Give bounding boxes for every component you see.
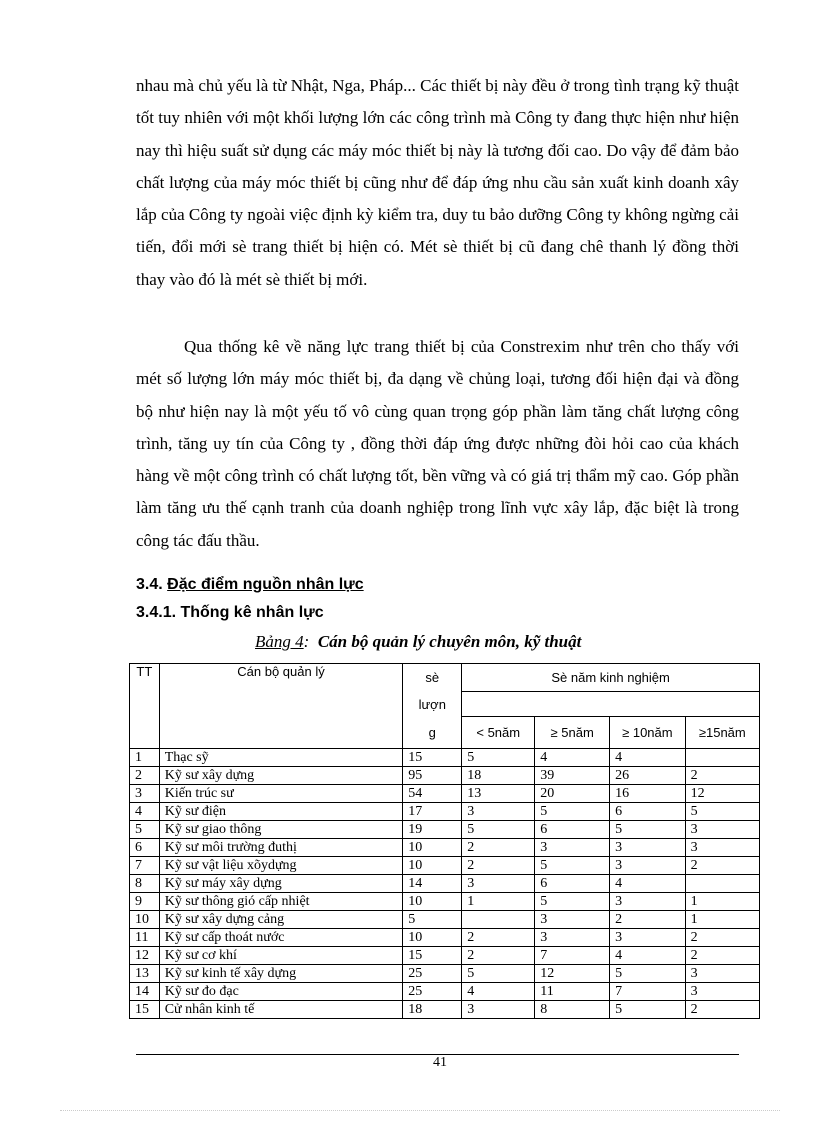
cell-role: Kỹ sư vật liệu xõydựng <box>159 857 403 875</box>
table-row <box>130 1001 760 1019</box>
cell-tt: 15 <box>130 1001 160 1019</box>
cell-ge15: 5 <box>685 803 759 821</box>
cell-ge15: 2 <box>685 929 759 947</box>
cell-role: Kỹ sư xây dựng <box>159 767 403 785</box>
cell-ge10: 3 <box>610 929 686 947</box>
cell-ge5: 6 <box>535 875 610 893</box>
cell-ge15: 3 <box>685 839 759 857</box>
section-number: 3.4. <box>136 576 163 593</box>
cell-qty: 17 <box>403 803 462 821</box>
section-heading <box>136 576 364 594</box>
cell-ge15: 2 <box>685 767 759 785</box>
cell-role: Kỹ sư môi trường đuthị <box>159 839 403 857</box>
cell-lt5: 3 <box>462 1001 535 1019</box>
cell-ge10: 4 <box>610 875 686 893</box>
cell-ge15 <box>685 749 759 767</box>
table-row <box>130 911 760 929</box>
cell-tt: 7 <box>130 857 160 875</box>
cell-ge5: 4 <box>535 749 610 767</box>
table-row <box>130 839 760 857</box>
cell-lt5: 3 <box>462 875 535 893</box>
cell-lt5: 1 <box>462 893 535 911</box>
cell-role: Kỹ sư thông gió cấp nhiệt <box>159 893 403 911</box>
cell-role: Kỹ sư điện <box>159 803 403 821</box>
cell-lt5: 2 <box>462 857 535 875</box>
header-qty-bottom-2: g <box>403 717 462 749</box>
cell-tt: 4 <box>130 803 160 821</box>
page-edge-divider <box>60 1110 780 1111</box>
cell-tt: 12 <box>130 947 160 965</box>
cell-qty: 15 <box>403 749 462 767</box>
cell-ge5: 12 <box>535 965 610 983</box>
cell-tt: 1 <box>130 749 160 767</box>
cell-ge10: 5 <box>610 965 686 983</box>
cell-ge10: 4 <box>610 749 686 767</box>
cell-ge10: 3 <box>610 839 686 857</box>
cell-tt: 13 <box>130 965 160 983</box>
cell-tt: 9 <box>130 893 160 911</box>
cell-qty: 5 <box>403 911 462 929</box>
header-exp-ge10: ≥ 10năm <box>610 717 686 749</box>
table-row <box>130 929 760 947</box>
cell-ge5: 7 <box>535 947 610 965</box>
cell-lt5: 5 <box>462 965 535 983</box>
cell-ge5: 5 <box>535 803 610 821</box>
cell-tt: 11 <box>130 929 160 947</box>
cell-ge15: 3 <box>685 983 759 1001</box>
cell-lt5: 4 <box>462 983 535 1001</box>
staff-table <box>129 663 760 1019</box>
header-tt: TT <box>130 664 160 749</box>
cell-ge5: 3 <box>535 839 610 857</box>
cell-ge10: 3 <box>610 857 686 875</box>
header-exp-ge15: ≥15năm <box>685 717 759 749</box>
cell-tt: 10 <box>130 911 160 929</box>
cell-ge5: 3 <box>535 929 610 947</box>
cell-ge15: 2 <box>685 947 759 965</box>
cell-ge10: 4 <box>610 947 686 965</box>
table-row <box>130 947 760 965</box>
table-body <box>130 749 760 1019</box>
cell-qty: 10 <box>403 929 462 947</box>
cell-ge5: 39 <box>535 767 610 785</box>
cell-qty: 25 <box>403 983 462 1001</box>
table-row <box>130 749 760 767</box>
cell-ge10: 26 <box>610 767 686 785</box>
cell-lt5: 2 <box>462 839 535 857</box>
table-header <box>130 664 760 749</box>
cell-role: Kỹ sư cấp thoát nước <box>159 929 403 947</box>
table-row <box>130 821 760 839</box>
cell-ge15: 2 <box>685 1001 759 1019</box>
table-row <box>130 767 760 785</box>
cell-role: Thạc sỹ <box>159 749 403 767</box>
cell-qty: 19 <box>403 821 462 839</box>
cell-ge15: 3 <box>685 821 759 839</box>
cell-ge15: 1 <box>685 911 759 929</box>
header-exp-ge5: ≥ 5năm <box>535 717 610 749</box>
cell-lt5: 18 <box>462 767 535 785</box>
cell-lt5 <box>462 911 535 929</box>
cell-ge5: 8 <box>535 1001 610 1019</box>
cell-ge15 <box>685 875 759 893</box>
cell-qty: 95 <box>403 767 462 785</box>
header-exp-lt5: < 5năm <box>462 717 535 749</box>
page-number: 41 <box>433 1055 447 1070</box>
body-paragraph-1: nhau mà chủ yếu là từ Nhật, Nga, Pháp... Các thiết bị này đều ở trong tình trạng kỹ thuật tốt tuy nhiên với một khối lượng lớn các công trình mà Công ty đang thực hiện như hiện nay thì hiệu suất sử dụng các máy móc thiết bị này là tương đối cao. Do vậy để đảm bảo chất lượng của máy móc thiết bị cũng như để đáp ứng nhu cầu sản xuất kinh doanh xây lắp của Công ty ngoài việc định kỳ kiểm tra, duy tu bảo dưỡng Công ty không ngừng cải tiến, đổi mới sè trang thiết bị hiện có. Mét sè thiết bị cũ đang chê thanh lý đồng thời thay vào đó là mét sè thiết bị mới. <box>136 76 739 289</box>
table-row <box>130 857 760 875</box>
table-row <box>130 875 760 893</box>
body-paragraph-2: Qua thống kê về năng lực trang thiết bị của Constrexim như trên cho thấy với mét số lượng lớn máy móc thiết bị, đa dạng về chủng loại, tương đối hiện đại và đồng bộ như hiện nay là một yếu tố vô cùng quan trọng góp phần làm tăng chất lượng công trình, tăng uy tín của Công ty , đồng thời đáp ứng được những đòi hỏi cao của khách hàng về một công trình có chất lượng tốt, bền vững và có giá trị thẩm mỹ cao. Góp phần làm tăng ưu thế cạnh tranh của doanh nghiệp trong lĩnh vực xây lắp, đặc biệt là trong công tác đấu thầu. <box>136 337 739 550</box>
header-experience: Sè năm kinh nghiệm <box>462 664 760 692</box>
cell-qty: 15 <box>403 947 462 965</box>
header-qty-top: sè <box>403 664 462 692</box>
cell-role: Kỹ sư kinh tế xây dựng <box>159 965 403 983</box>
cell-tt: 3 <box>130 785 160 803</box>
cell-tt: 8 <box>130 875 160 893</box>
cell-qty: 10 <box>403 839 462 857</box>
cell-role: Kỹ sư đo đạc <box>159 983 403 1001</box>
cell-ge5: 5 <box>535 893 610 911</box>
section-title: Đặc điểm nguồn nhân lực <box>167 576 364 593</box>
table-caption: Bảng 4: Cán bộ quản lý chuyên môn, kỹ thuật <box>255 632 582 651</box>
header-experience-spacer <box>462 692 760 717</box>
cell-ge5: 5 <box>535 857 610 875</box>
table-row <box>130 965 760 983</box>
cell-lt5: 2 <box>462 947 535 965</box>
cell-tt: 6 <box>130 839 160 857</box>
table-row <box>130 983 760 1001</box>
cell-ge5: 11 <box>535 983 610 1001</box>
cell-lt5: 2 <box>462 929 535 947</box>
caption-text: Cán bộ quản lý chuyên môn, kỹ thuật <box>317 632 582 651</box>
cell-qty: 25 <box>403 965 462 983</box>
cell-role: Kỹ sư xây dựng cảng <box>159 911 403 929</box>
table-row <box>130 893 760 911</box>
cell-ge15: 2 <box>685 857 759 875</box>
cell-role: Cử nhân kinh tế <box>159 1001 403 1019</box>
cell-tt: 2 <box>130 767 160 785</box>
cell-tt: 5 <box>130 821 160 839</box>
cell-ge10: 16 <box>610 785 686 803</box>
cell-qty: 14 <box>403 875 462 893</box>
cell-ge15: 1 <box>685 893 759 911</box>
cell-role: Kỹ sư cơ khí <box>159 947 403 965</box>
cell-qty: 10 <box>403 893 462 911</box>
cell-ge15: 3 <box>685 965 759 983</box>
table-row <box>130 785 760 803</box>
cell-ge5: 6 <box>535 821 610 839</box>
cell-role: Kỹ sư máy xây dựng <box>159 875 403 893</box>
cell-lt5: 13 <box>462 785 535 803</box>
cell-ge10: 6 <box>610 803 686 821</box>
cell-role: Kỹ sư giao thông <box>159 821 403 839</box>
cell-ge5: 20 <box>535 785 610 803</box>
cell-ge15: 12 <box>685 785 759 803</box>
cell-tt: 14 <box>130 983 160 1001</box>
cell-ge10: 5 <box>610 821 686 839</box>
cell-lt5: 3 <box>462 803 535 821</box>
cell-lt5: 5 <box>462 821 535 839</box>
cell-ge10: 3 <box>610 893 686 911</box>
subsection-heading: 3.4.1. Thống kê nhân lực <box>136 604 324 621</box>
header-role: Cán bộ quản lý <box>159 664 403 749</box>
header-qty-bottom-1: lượn <box>403 692 462 717</box>
cell-lt5: 5 <box>462 749 535 767</box>
cell-ge5: 3 <box>535 911 610 929</box>
cell-ge10: 7 <box>610 983 686 1001</box>
cell-qty: 54 <box>403 785 462 803</box>
cell-role: Kiến trúc sư <box>159 785 403 803</box>
caption-label: Bảng 4 <box>255 632 304 651</box>
cell-ge10: 5 <box>610 1001 686 1019</box>
cell-qty: 18 <box>403 1001 462 1019</box>
cell-qty: 10 <box>403 857 462 875</box>
cell-ge10: 2 <box>610 911 686 929</box>
table-row <box>130 803 760 821</box>
